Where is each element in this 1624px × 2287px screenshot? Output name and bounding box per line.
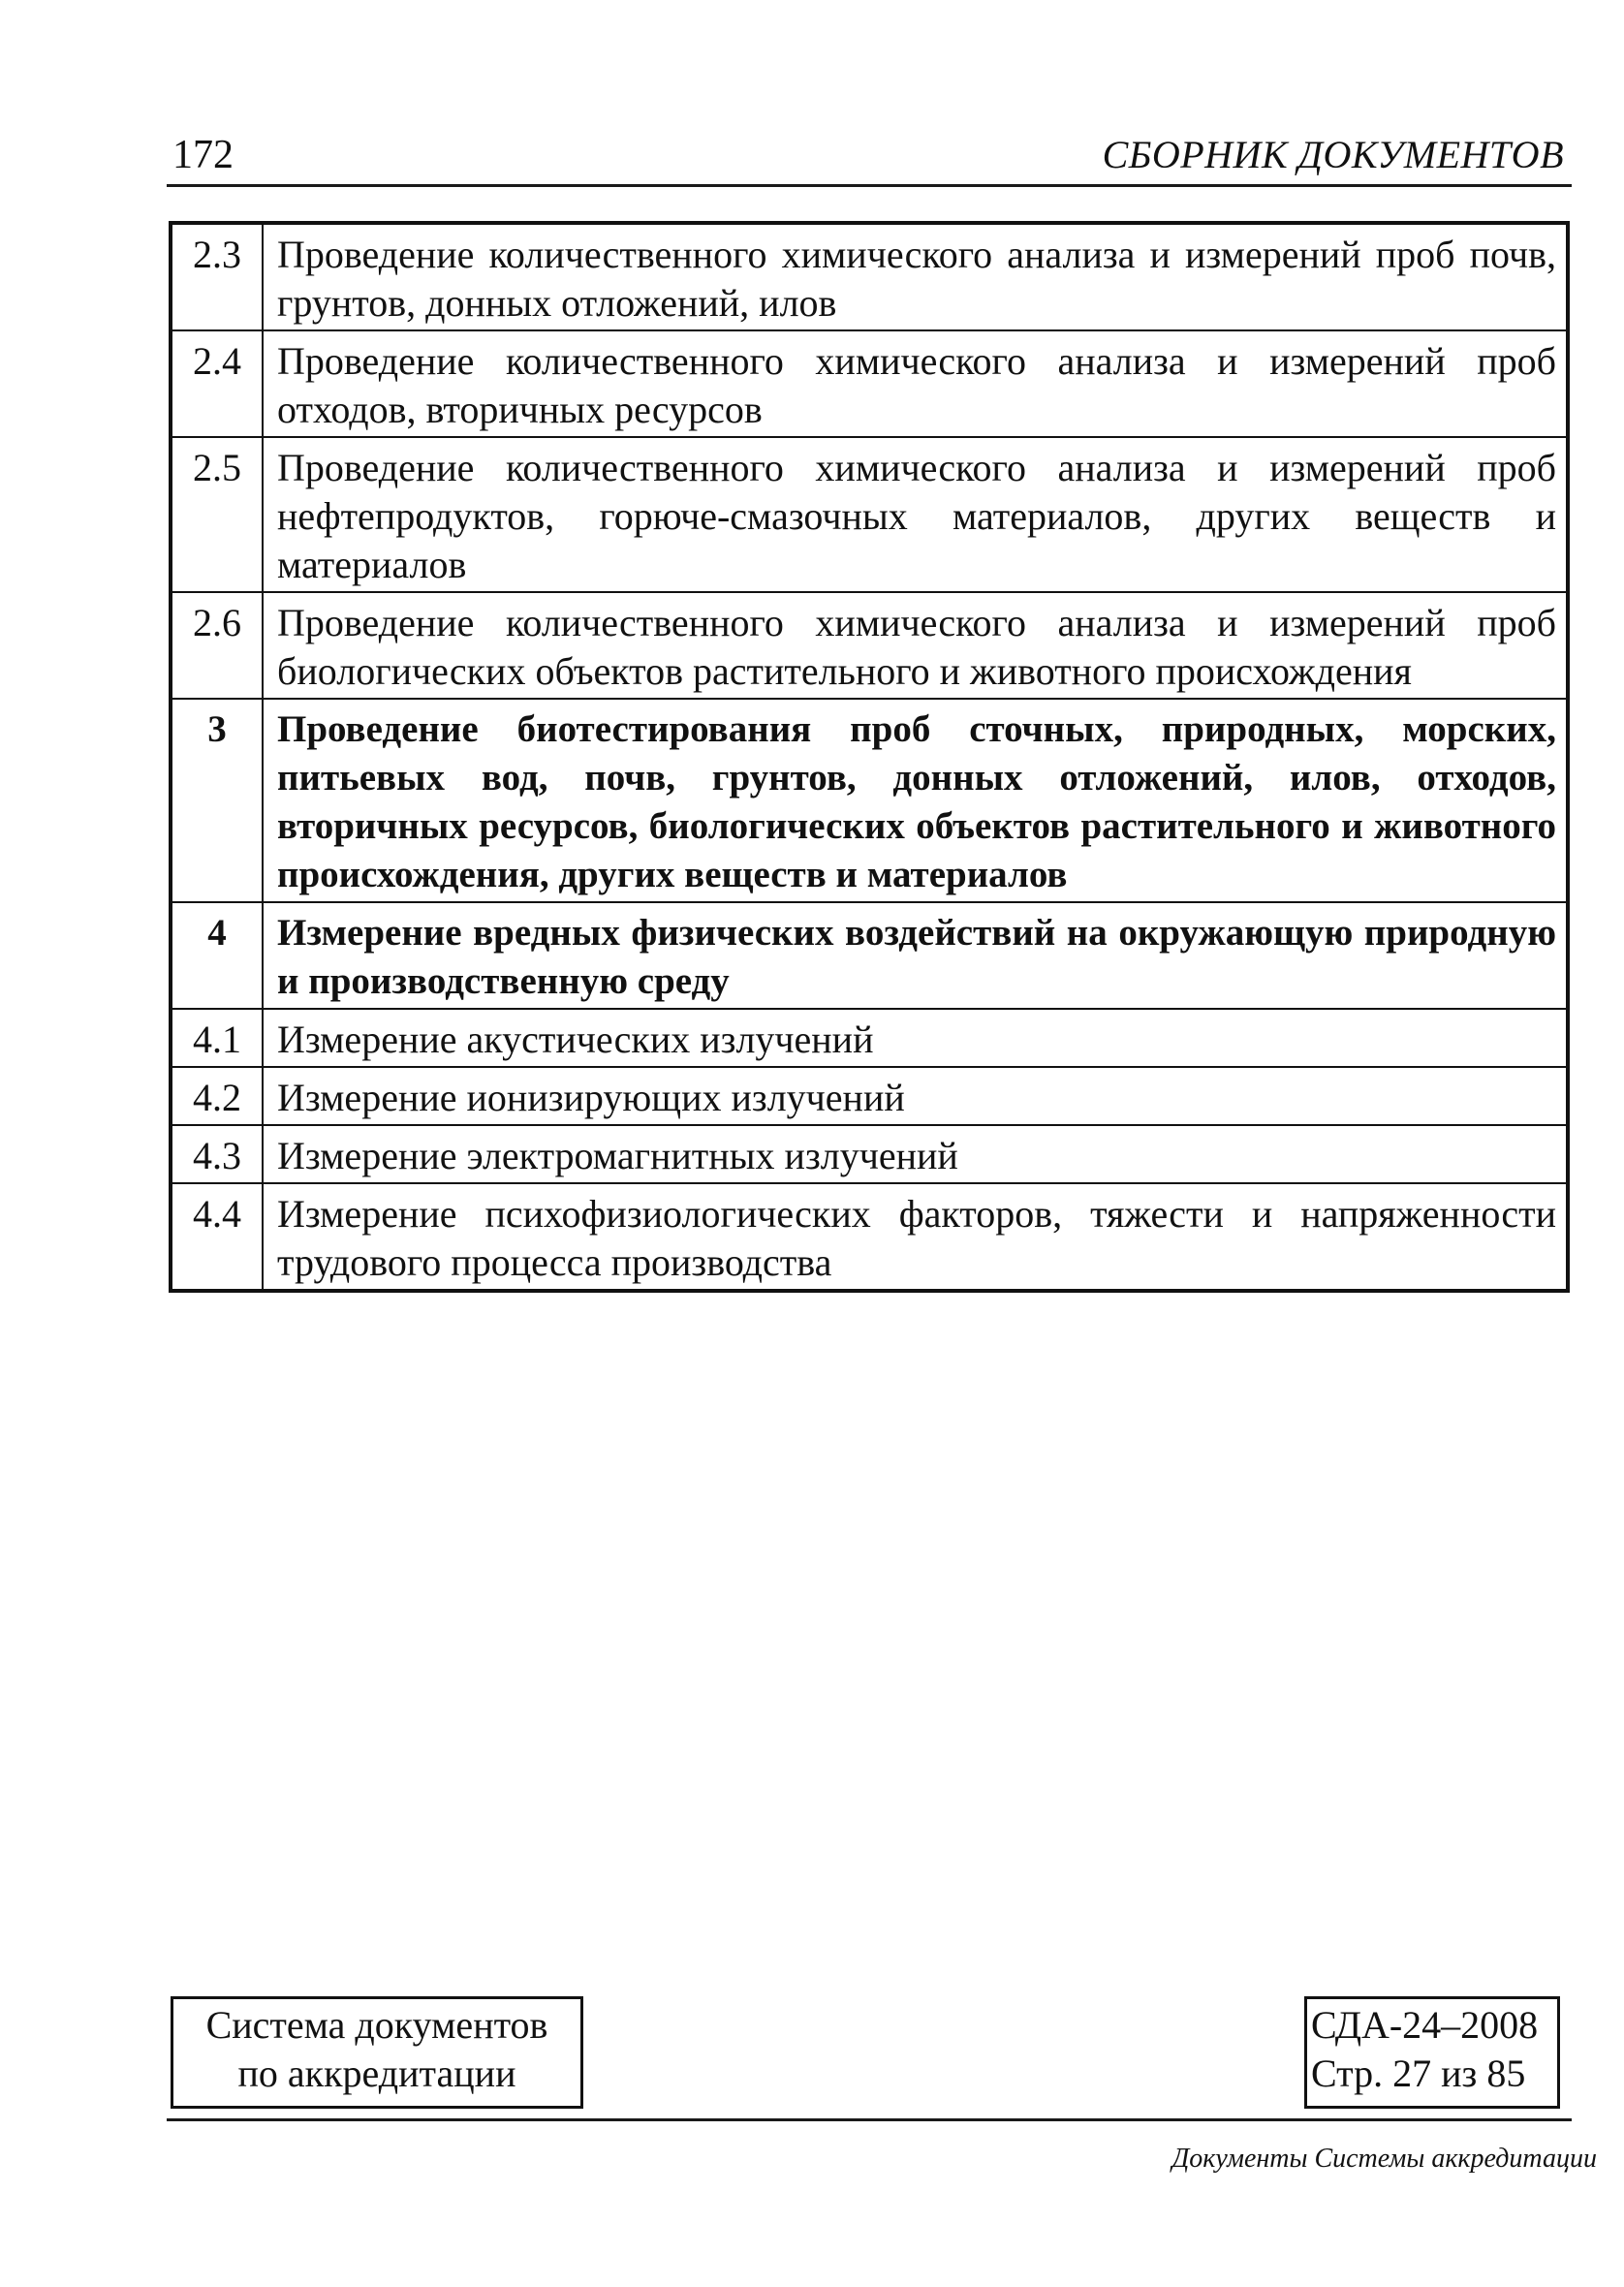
- page-footer: [167, 1996, 1572, 2122]
- table-row: [171, 330, 1568, 437]
- page-header: [167, 124, 1572, 187]
- row-code: 2.3: [171, 223, 263, 330]
- document-page-count: Стр. 27 из 85: [1311, 2052, 1526, 2095]
- system-name-line2: по аккредитации: [237, 2052, 516, 2095]
- row-description: Измерение ионизирующих излучений: [263, 1067, 1568, 1125]
- row-code: 2.5: [171, 437, 263, 592]
- row-code: 4: [171, 902, 263, 1009]
- table-row: [171, 223, 1568, 330]
- row-description: Проведение количественного химического анализа и измерений проб биологических объектов растительного и животного происхождения: [263, 592, 1568, 699]
- row-code: 4.1: [171, 1009, 263, 1067]
- row-code: 4.3: [171, 1125, 263, 1183]
- footer-divider: [167, 2118, 1572, 2121]
- running-title: СБОРНИК ДОКУМЕНТОВ: [1102, 133, 1564, 176]
- row-code: 4.2: [171, 1067, 263, 1125]
- table-row-section: [171, 902, 1568, 1009]
- row-description: Измерение акустических излучений: [263, 1009, 1568, 1067]
- document-code: СДА-24–2008: [1311, 2003, 1539, 2047]
- table-row: [171, 592, 1568, 699]
- row-description: Измерение вредных физических воздействий на окружающую природную и производственную среду: [263, 902, 1568, 1009]
- system-name-line1: Система документов: [205, 2003, 548, 2047]
- accreditation-scope-table: [169, 221, 1570, 1293]
- footer-caption: Документы Системы аккредитации: [1171, 2144, 1597, 2174]
- table-row: [171, 437, 1568, 592]
- table-row: [171, 1067, 1568, 1125]
- table-row: [171, 1125, 1568, 1183]
- row-code: 2.6: [171, 592, 263, 699]
- row-description: Проведение количественного химического анализа и измерений проб почв, грунтов, донных отложений, илов: [263, 223, 1568, 330]
- row-code: 2.4: [171, 330, 263, 437]
- page-number: 172: [172, 133, 234, 177]
- row-description: Измерение психофизиологических факторов, тяжести и напряженности трудового процесса производства: [263, 1183, 1568, 1291]
- document-system-box: [171, 1996, 583, 2109]
- table-row: [171, 1009, 1568, 1067]
- row-description: Проведение биотестирования проб сточных, природных, морских, питьевых вод, почв, грунтов, донных отложений, илов, отходов, вторичных ресурсов, биологических объектов растительного и животного происхождения, других веществ и материалов: [263, 699, 1568, 902]
- row-description: Измерение электромагнитных излучений: [263, 1125, 1568, 1183]
- row-code: 3: [171, 699, 263, 902]
- document-code-box: [1304, 1996, 1560, 2109]
- row-description: Проведение количественного химического анализа и измерений проб нефтепродуктов, горюче-смазочных материалов, других веществ и материалов: [263, 437, 1568, 592]
- row-code: 4.4: [171, 1183, 263, 1291]
- table-row-section: [171, 699, 1568, 902]
- table-row: [171, 1183, 1568, 1291]
- row-description: Проведение количественного химического анализа и измерений проб отходов, вторичных ресурсов: [263, 330, 1568, 437]
